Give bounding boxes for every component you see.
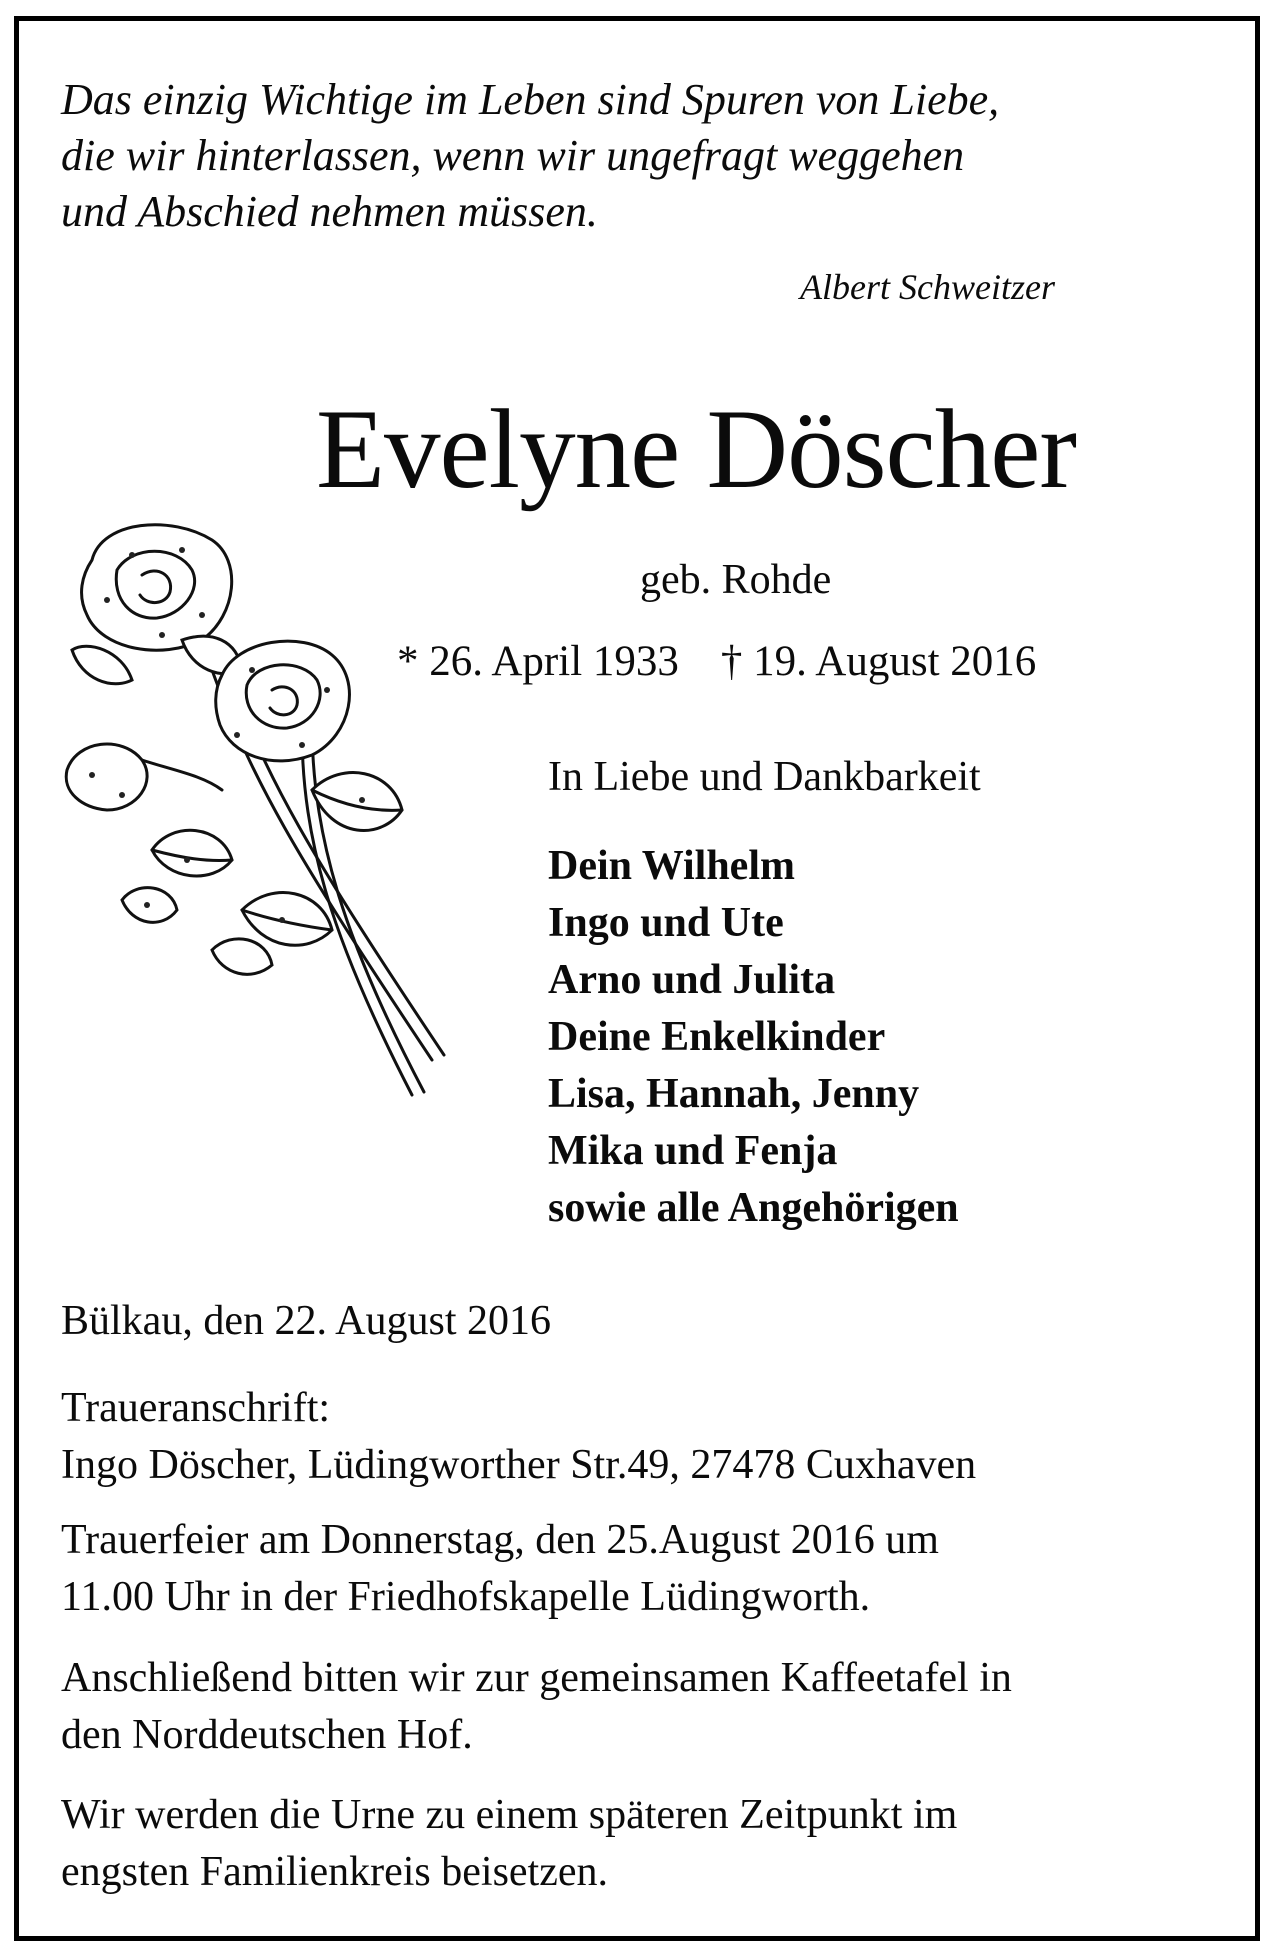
epigraph-quote — [61, 72, 1161, 240]
mourner-item: Arno und Julita — [548, 957, 836, 1003]
birth-date: * 26. April 1933 — [397, 638, 679, 685]
quote-line: Das einzig Wichtige im Leben sind Spuren von Liebe, — [61, 75, 1000, 124]
deceased-name: Evelyne Döscher — [316, 387, 1076, 512]
mourner-item: Deine Enkelkinder — [548, 1014, 886, 1060]
mourner-item: Mika und Fenja — [548, 1128, 838, 1174]
mourners-list — [548, 838, 959, 1237]
ceremony-notice — [61, 1512, 1221, 1626]
ceremony-line: 11.00 Uhr in der Friedhofskapelle Lüdingworth. — [61, 1574, 871, 1620]
place-and-date: Bülkau, den 22. August 2016 — [61, 1298, 551, 1344]
urn-line: engsten Familienkreis beisetzen. — [61, 1849, 609, 1895]
mourner-item: Ingo und Ute — [548, 900, 784, 946]
coffee-notice — [61, 1650, 1221, 1764]
mourner-item: Lisa, Hannah, Jenny — [548, 1071, 920, 1117]
death-date: † 19. August 2016 — [720, 638, 1037, 685]
urn-line: Wir werden die Urne zu einem späteren Zeitpunkt im — [61, 1792, 958, 1838]
ceremony-line: Trauerfeier am Donnerstag, den 25.August 2016 um — [61, 1517, 939, 1563]
urn-notice — [61, 1787, 1221, 1901]
maiden-name: geb. Rohde — [640, 557, 832, 603]
coffee-line: Anschließend bitten wir zur gemeinsamen Kaffeetafel in — [61, 1655, 1012, 1701]
rose-illustration — [62, 520, 452, 1120]
coffee-line: den Norddeutschen Hof. — [61, 1712, 473, 1758]
mourning-address — [61, 1380, 1221, 1494]
mourner-item: sowie alle Angehörigen — [548, 1185, 959, 1231]
thanks-line: In Liebe und Dankbarkeit — [548, 754, 981, 800]
quote-author: Albert Schweitzer — [800, 267, 1055, 307]
quote-line: die wir hinterlassen, wenn wir ungefragt weggehen — [61, 131, 965, 180]
address-value: Ingo Döscher, Lüdingworther Str.49, 27478 Cuxhaven — [61, 1442, 977, 1488]
mourner-item: Dein Wilhelm — [548, 843, 795, 889]
quote-line: und Abschied nehmen müssen. — [61, 187, 598, 236]
life-dates — [397, 637, 1036, 686]
address-label: Traueranschrift: — [61, 1385, 331, 1431]
